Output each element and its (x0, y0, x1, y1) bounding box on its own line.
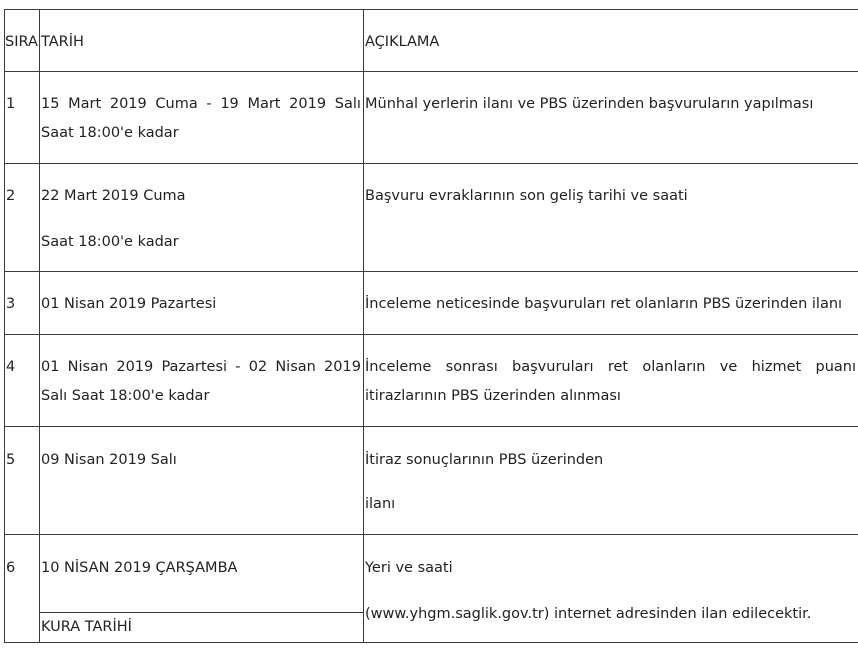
date-word: Nisan (67, 359, 109, 375)
grid-line (4, 9, 5, 643)
grid-line (4, 271, 858, 272)
grid-line (4, 9, 858, 10)
row-description: İnceleme neticesinde başvuruları ret olanların PBS üzerinden ilanı (365, 296, 843, 312)
header-sira: SIRA (5, 34, 38, 50)
grid-line (4, 163, 858, 164)
grid-line (39, 612, 363, 613)
date-word: Mart (247, 96, 281, 112)
description-word: ve (719, 359, 738, 375)
row-date: 22 Mart 2019 Cuma (41, 188, 186, 204)
row-number: 6 (6, 560, 16, 576)
date-word: Cuma (155, 96, 198, 112)
row-number: 4 (6, 359, 16, 375)
grid-line (4, 642, 858, 643)
header-aciklama: AÇIKLAMA (365, 34, 440, 50)
description-word: İnceleme (365, 359, 432, 375)
date-word: 01 (41, 359, 60, 375)
description-word: olanların (642, 359, 706, 375)
date-word: 15 (41, 96, 60, 112)
description-word: ret (607, 359, 629, 375)
grid-line (4, 534, 858, 535)
grid-line (39, 9, 40, 643)
date-word: Mart (68, 96, 102, 112)
date-word: - (206, 96, 212, 112)
row-number: 2 (6, 188, 16, 204)
date-word: 2019 (324, 359, 361, 375)
grid-line (4, 334, 858, 335)
row-date: 09 Nisan 2019 Salı (41, 452, 177, 468)
grid-line (4, 426, 858, 427)
row-date (41, 357, 361, 377)
row-date-sub: KURA TARİHİ (41, 619, 132, 635)
description-word: sonrası (445, 359, 498, 375)
date-word: 2019 (109, 96, 147, 112)
row-number: 3 (6, 296, 16, 312)
row-description (365, 357, 856, 377)
row-description: Başvuru evraklarının son geliş tarihi ve saati (365, 188, 688, 204)
date-word: 02 (248, 359, 268, 375)
row-date-line2: Saat 18:00'e kadar (41, 125, 179, 141)
row-description: Münhal yerlerin ilanı ve PBS üzerinden başvuruların yapılması (365, 96, 814, 112)
description-word: hizmet (751, 359, 802, 375)
date-word: - (235, 359, 241, 375)
grid-line (4, 71, 858, 72)
row-description: İtiraz sonuçlarının PBS üzerinden (365, 452, 604, 468)
row-date (41, 94, 361, 114)
date-word: 2019 (289, 96, 327, 112)
grid-line (363, 9, 364, 643)
row-date: 10 NİSAN 2019 ÇARŞAMBA (41, 560, 238, 576)
date-word: Nisan (275, 359, 316, 375)
row-number: 5 (6, 452, 16, 468)
date-word: Salı (334, 96, 361, 112)
row-description-line2: (www.yhgm.saglik.gov.tr) internet adresinden ilan edilecektir. (365, 606, 812, 622)
date-word: Pazartesi (161, 359, 228, 375)
description-word: puanı (815, 359, 856, 375)
row-date: 01 Nisan 2019 Pazartesi (41, 296, 217, 312)
date-word: 19 (220, 96, 239, 112)
row-description-line2: itirazlarının PBS üzerinden alınması (365, 388, 621, 404)
row-description-line2: ilanı (365, 496, 396, 512)
date-word: 2019 (116, 359, 154, 375)
row-description: Yeri ve saati (365, 560, 453, 576)
row-date-line2: Saat 18:00'e kadar (41, 234, 179, 250)
description-word: başvuruları (512, 359, 594, 375)
header-tarih: TARİH (41, 34, 84, 50)
row-date-line2: Salı Saat 18:00'e kadar (41, 388, 210, 404)
row-number: 1 (6, 96, 16, 112)
